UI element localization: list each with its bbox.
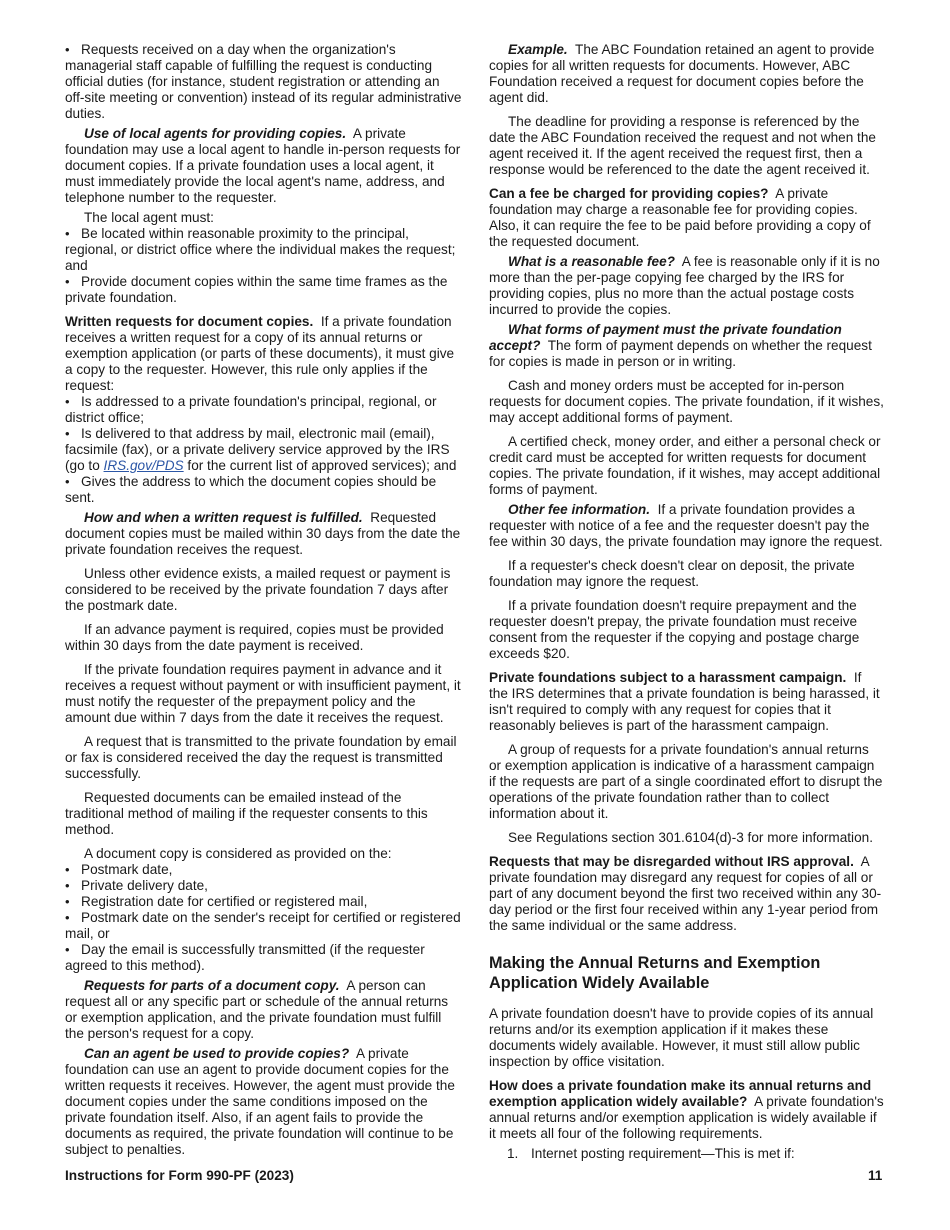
- harassment-p2: See Regulations section 301.6104(d)-3 for more information.: [508, 830, 873, 845]
- list-item: • Postmark date on the sender's receipt for certified or registered mail, or: [65, 910, 462, 942]
- parts-paragraph: [65, 978, 462, 1042]
- widely-heading: How does a private foundation make its annual returns and exemption application widely available?: [489, 1078, 872, 1109]
- local-agent-must: The local agent must:: [84, 210, 214, 225]
- written-requests-text: If a private foundation receives a written request for a copy of its annual returns or exemption application (or parts of these documents), it must give a copy to the requester. However, this rule only applies if the request:: [65, 314, 455, 393]
- reasonable-heading: What is a reasonable fee?: [508, 254, 675, 269]
- written-requests-paragraph: [65, 314, 462, 394]
- other-fee-heading: Other fee information.: [508, 502, 650, 517]
- bullet-local-timeframes: • Provide document copies within the same time frames as the private foundation.: [65, 274, 462, 306]
- other-fee-paragraph: [489, 502, 884, 550]
- bullet-address-sent: • Gives the address to which the document copies should be sent.: [65, 474, 462, 506]
- widely-paragraph: [489, 1078, 884, 1142]
- disregard-text: A private foundation may disregard any request for copies of all or part of any document beyond the first two received within any 30-day period or the first four received within any 1-year period from the same individual or the same address.: [489, 854, 882, 933]
- agent-paragraph: [65, 1046, 462, 1158]
- harassment-paragraph: [489, 670, 884, 734]
- fulfilled-p2: If an advance payment is required, copies must be provided within 30 days from the date payment is received.: [65, 622, 444, 653]
- agent-text: A private foundation can use an agent to provide document copies for the written requests it receives. However, the agent must provide the document copies under the same conditions imposed on the private foundation itself. Also, if an agent fails to provide the documents as required, the private foundation will continue to be subject to penalties.: [65, 1046, 455, 1157]
- parts-heading: Requests for parts of a document copy.: [84, 978, 340, 993]
- harassment-heading: Private foundations subject to a harassment campaign.: [489, 670, 847, 685]
- local-agents-text: A private foundation may use a local agent to handle in-person requests for document copies. If a private foundation uses a local agent, it must immediately provide the local agent's name, address, and telephone number to the requester.: [65, 126, 461, 205]
- fee-paragraph: [489, 186, 884, 250]
- fee-heading: Can a fee be charged for providing copies?: [489, 186, 769, 201]
- parts-text: A person can request all or any specific part or schedule of the annual returns or exemption application, and the private foundation must fulfill the person's request for a copy.: [65, 978, 449, 1041]
- bullet-staff-busy: • Requests received on a day when the organization's managerial staff capable of fulfilling the request is conducting official duties (for instance, student registration or attending an off-site meeting or convention) instead of its regular administrative duties.: [65, 42, 462, 122]
- payment-text: The form of payment depends on whether the request for copies is made in person or in writing.: [489, 338, 872, 369]
- harassment-p1: A group of requests for a private foundation's annual returns or exemption application is indicative of a harassment campaign if the requests are part of a single coordinated effort to disrupt the operations of the private foundation rather than to collect information about it.: [489, 742, 883, 821]
- local-agents-heading: Use of local agents for providing copies.: [84, 126, 347, 141]
- footer-form-title: Instructions for Form 990-PF (2023): [65, 1168, 294, 1183]
- numbered-item-1: [489, 1146, 884, 1162]
- example-text: The ABC Foundation retained an agent to provide copies for all written requests for documents. However, ABC Foundation received a request for document copies before the agent did.: [489, 42, 875, 105]
- widely-text: A private foundation's annual returns and/or exemption application is widely available if it meets all four of the following requirements.: [489, 1094, 884, 1141]
- fulfilled-p6: A document copy is considered as provided on the:: [84, 846, 392, 861]
- other-fee-text: If a private foundation provides a requester with notice of a fee and the requester doesn't pay the fee within 30 days, the private foundation may ignore the request.: [489, 502, 883, 549]
- payment-p1: Cash and money orders must be accepted for in-person requests for document copies. The private foundation, if it wishes, may accept additional forms of payment.: [489, 378, 884, 425]
- list-item: • Private delivery date,: [65, 878, 462, 894]
- example-p1: The deadline for providing a response is referenced by the date the ABC Foundation received the request and not when the agent received it. If the agent received the request first, then a response would be referenced to the date the agent received it.: [489, 114, 876, 177]
- page-number: 11: [868, 1168, 883, 1183]
- fulfilled-p3: If the private foundation requires payment in advance and it receives a request without payment or with insufficient payment, it must notify the requester of the prepayment policy and the amount due within 7 days from the date it receives the request.: [65, 662, 461, 725]
- fulfilled-p1: Unless other evidence exists, a mailed request or payment is considered to be received by the private foundation 7 days after the postmark date.: [65, 566, 451, 613]
- fee-text: A private foundation may charge a reasonable fee for providing copies. Also, it can require the fee to be paid before providing a copy of the requested document.: [489, 186, 871, 249]
- bullet-local-proximity: • Be located within reasonable proximity to the principal, regional, or district office where the individual makes the request; and: [65, 226, 462, 274]
- harassment-text: If the IRS determines that a private foundation is being harassed, it isn't required to comply with any request for copies that it reasonably believes is part of the harassment campaign.: [489, 670, 880, 733]
- bullet-delivered: • Is delivered to that address by mail, electronic mail (email), facsimile (fax), or a private delivery service approved by the IRS (go to IRS.gov/PDS for the current list of approved services); and: [65, 426, 462, 474]
- fulfilled-heading: How and when a written request is fulfilled.: [84, 510, 363, 525]
- agent-heading: Can an agent be used to provide copies?: [84, 1046, 350, 1061]
- right-column: [489, 42, 884, 1162]
- example-heading: Example.: [508, 42, 568, 57]
- payment-p2: A certified check, money order, and either a personal check or credit card must be accepted for written requests for document copies. The private foundation, if it wishes, may accept additional forms of payment.: [489, 434, 881, 497]
- fulfilled-text: Requested document copies must be mailed within 30 days from the date the private foundation receives the request.: [65, 510, 461, 557]
- list-item: • Day the email is successfully transmitted (if the requester agreed to this method).: [65, 942, 462, 974]
- section-heading: Making the Annual Returns and Exemption Application Widely Available: [489, 954, 821, 992]
- item-number: 1.: [507, 1146, 519, 1161]
- fulfilled-p5: Requested documents can be emailed instead of the traditional method of mailing if the requester consents to this method.: [65, 790, 428, 837]
- payment-heading: What forms of payment must the private foundation accept?: [489, 322, 842, 353]
- local-agents-paragraph: [65, 126, 462, 206]
- bullet-addressed: • Is addressed to a private foundation's principal, regional, or district office;: [65, 394, 462, 426]
- example-paragraph: [489, 42, 884, 106]
- list-item: • Postmark date,: [65, 862, 462, 878]
- other-fee-p2: If a private foundation doesn't require prepayment and the requester doesn't prepay, the private foundation must receive consent from the requester if the copying and postage charge exceeds $20.: [489, 598, 860, 661]
- disregard-heading: Requests that may be disregarded without IRS approval.: [489, 854, 854, 869]
- other-fee-p1: If a requester's check doesn't clear on deposit, the private foundation may ignore the request.: [489, 558, 855, 589]
- reasonable-paragraph: [489, 254, 884, 318]
- list-item: • Registration date for certified or registered mail,: [65, 894, 462, 910]
- left-column: [65, 42, 462, 1158]
- irs-pds-link[interactable]: IRS.gov/PDS: [103, 458, 184, 473]
- written-requests-heading: Written requests for document copies.: [65, 314, 314, 329]
- payment-paragraph: [489, 322, 884, 370]
- fulfilled-paragraph: [65, 510, 462, 558]
- fulfilled-p4: A request that is transmitted to the private foundation by email or fax is considered received the day the request is transmitted successfully.: [65, 734, 457, 781]
- reasonable-text: A fee is reasonable only if it is no more than the per-page copying fee charged by the IRS for providing copies, plus no more than the actual postage costs incurred to provide the copies.: [489, 254, 880, 317]
- item-text: Internet posting requirement—This is met if:: [531, 1146, 795, 1161]
- section-text: A private foundation doesn't have to provide copies of its annual returns and/or its exemption application if it makes these documents widely available. However, it must still allow public inspection by office visitation.: [489, 1006, 874, 1069]
- disregard-paragraph: [489, 854, 884, 934]
